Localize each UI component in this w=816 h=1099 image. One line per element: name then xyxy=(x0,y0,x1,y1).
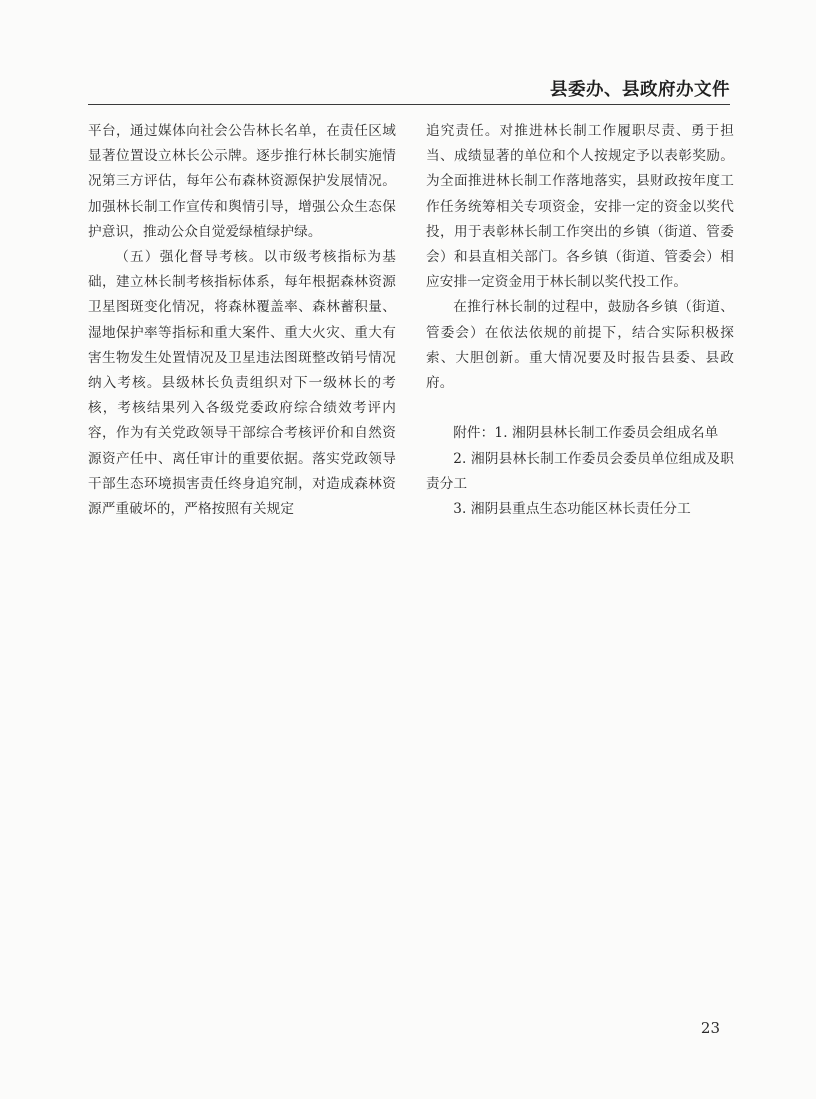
paragraph-supervision-assessment: （五）强化督导考核。以市级考核指标为基础，建立林长制考核指标体系，每年根据森林资源卫星图斑变化情况，将森林覆盖率、森林蓄积量、湿地保护率等指标和重大案件、重大火灾、重大有害生物发生处置情况及卫星违法图斑整改销号情况纳入考核。县级林长负责组织对下一级林长的考核，考核结果列入各级党委政府综合绩效考评内容，作为有关党政领导干部综合考核评价和自然资源资产任中、离任审计的重要依据。落实党政领导干部生态环境损害责任终身追究制，对造成森林资源严重破坏的，严格按照有关规定 xyxy=(88,249,396,518)
paragraph-accountability: 追究责任。对推进林长制工作履职尽责、勇于担当、成绩显著的单位和个人按规定予以表彰奖励。为全面推进林长制工作落地落实，县财政按年度工作任务统筹相关专项资金，安排一定的资金以奖代投，用于表彰林长制工作突出的乡镇（街道、管委会）和县直相关部门。各乡镇（街道、管委会）相应安排一定资金用于林长制以奖代投工作。 xyxy=(426,123,734,291)
left-text-column xyxy=(88,119,396,522)
attachment-item: 2. 湘阴县林长制工作委员会委员单位组成及职责分工 xyxy=(426,450,734,492)
attachment-item: 附件：1. 湘阴县林长制工作委员会组成名单 xyxy=(453,425,719,442)
page-number: 23 xyxy=(700,1019,720,1037)
paragraph-innovation: 在推行林长制的过程中，鼓励各乡镇（街道、管委会）在依法依规的前提下，结合实际积极探索、大胆创新。重大情况要及时报告县委、县政府。 xyxy=(426,299,734,392)
attachment-item: 3. 湘阴县重点生态功能区林长责任分工 xyxy=(453,501,691,518)
document-header-title: 县委办、县政府办文件 xyxy=(550,80,730,100)
right-text-column xyxy=(426,119,734,522)
header-divider xyxy=(88,104,730,105)
paragraph-continuation: 平台，通过媒体向社会公告林长名单，在责任区域显著位置设立林长公示牌。逐步推行林长制实施情况第三方评估，每年公布森林资源保护发展情况。加强林长制工作宣传和舆情引导，增强公众生态保护意识，推动公众自觉爱绿植绿护绿。 xyxy=(88,123,396,240)
